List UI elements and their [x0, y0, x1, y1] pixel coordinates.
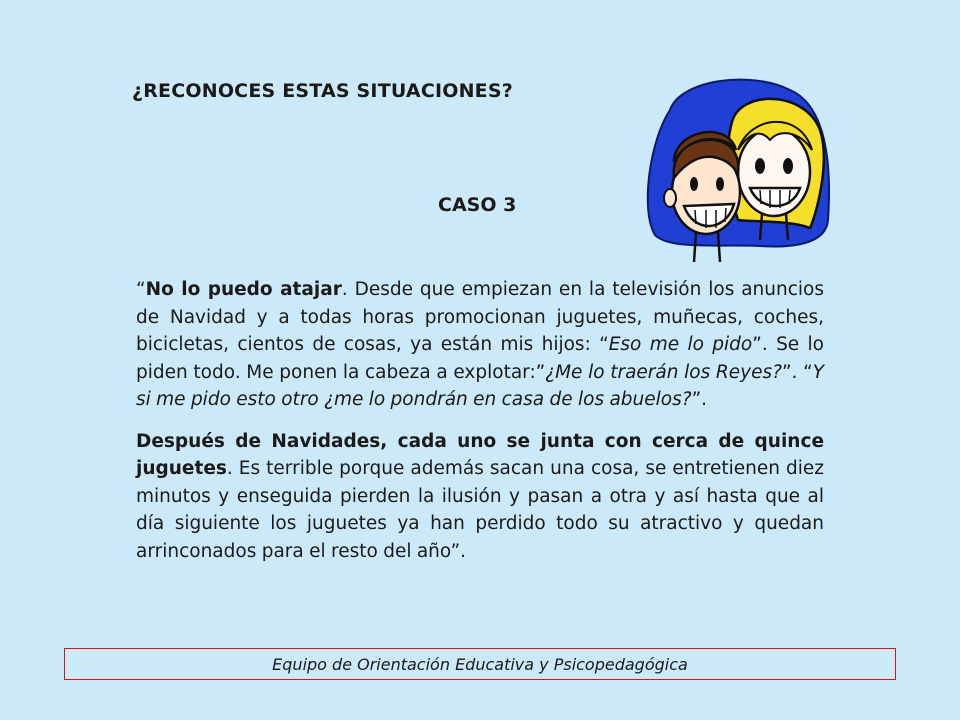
quote-abuelos: Y si me pido esto otro ¿me lo pondrán en casa de los abuelos? [136, 361, 824, 410]
case-text [136, 276, 824, 565]
quote-reyes: ¿Me lo traerán los Reyes? [545, 361, 782, 383]
bold-lead-1: No lo puedo atajar [145, 279, 342, 300]
footer-text: Equipo de Orientación Educativa y Psicopedagógica [272, 654, 688, 674]
footer-banner [64, 648, 896, 680]
case-paragraph-1 [136, 276, 824, 414]
slide-title: ¿RECONOCES ESTAS SITUACIONES? [132, 80, 513, 102]
text-b: ”. Se lo piden todo. Me ponen la cabeza a explotar:” [136, 334, 824, 383]
text-d: ”. [691, 389, 708, 410]
quote-eso-me-lo-pido: Eso me lo pido [608, 334, 753, 355]
bold-lead-2: Después de Navidades, cada uno se junta con cerca de quince juguetes [136, 430, 824, 479]
open-quote: “ [136, 279, 146, 300]
paragraph-2-text: . Es terrible porque además sacan una cosa, se entretienen diez minutos y enseguida pierden la ilusión y pasan a otra y así hasta que al día siguiente los juguetes ya han perdido todo su atractivo y quedan arrinconados para el resto del año”. [136, 458, 824, 562]
smiling-children-icon [640, 70, 840, 270]
children-illustration [640, 70, 840, 270]
text-a: . Desde que empiezan en la televisión los anuncios de Navidad y a todas horas promocionan juguetes, muñecas, coches, bicicletas, cientos de cosas, ya están mis hijos: “ [136, 279, 824, 355]
case-label: CASO 3 [438, 194, 517, 216]
text-c: ”. “ [781, 361, 813, 383]
case-paragraph-2 [136, 428, 824, 566]
